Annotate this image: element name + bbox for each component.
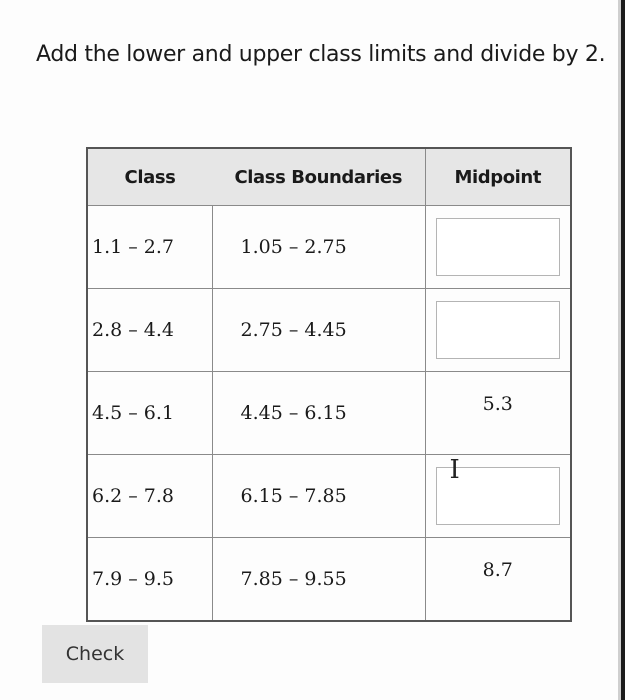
table-header-row	[87, 148, 571, 206]
midpoint-cell	[425, 372, 571, 455]
boundaries-cell: 6.15 – 7.85	[212, 455, 425, 538]
table-row	[87, 372, 571, 455]
midpoint-cell	[425, 538, 571, 622]
midpoint-value: 8.7	[482, 559, 513, 581]
boundaries-cell: 7.85 – 9.55	[240, 568, 347, 590]
header-class: Class	[87, 148, 212, 206]
instruction-text: Add the lower and upper class limits and divide by 2.	[36, 42, 606, 67]
class-cell: 2.8 – 4.4	[87, 289, 212, 372]
check-button[interactable]: Check	[42, 625, 148, 683]
midpoint-cell	[425, 289, 571, 372]
class-cell: 1.1 – 2.7	[87, 206, 212, 289]
table-row	[87, 455, 571, 538]
class-cell: 7.9 – 9.5	[87, 538, 212, 622]
table-row	[87, 538, 571, 622]
table-row	[87, 289, 571, 372]
midpoint-input[interactable]	[436, 301, 560, 359]
boundaries-cell: 4.45 – 6.15	[212, 372, 425, 455]
table-row	[87, 206, 571, 289]
boundaries-cell: 1.05 – 2.75	[212, 206, 425, 289]
midpoint-value: 5.3	[482, 393, 513, 415]
boundaries-cell: 2.75 – 4.45	[212, 289, 425, 372]
frequency-table	[86, 147, 572, 622]
text-cursor-icon: I	[449, 455, 460, 485]
midpoint-cell	[425, 455, 571, 538]
header-midpoint: Midpoint	[425, 148, 571, 206]
header-class-boundaries: Class Boundaries	[212, 148, 425, 206]
midpoint-cell	[425, 206, 571, 289]
class-cell: 4.5 – 6.1	[87, 372, 212, 455]
class-cell: 6.2 – 7.8	[87, 455, 212, 538]
midpoint-input[interactable]	[436, 218, 560, 276]
